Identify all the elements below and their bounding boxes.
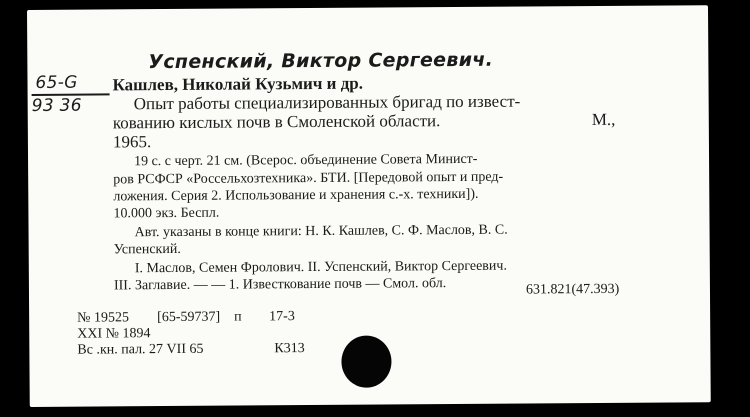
registration-index: 17-3 (269, 309, 295, 325)
entry-title-line-1: Опыт работы специализированных бригад по извест- (133, 91, 521, 114)
tracing-line-2: III. Заглавие. — — 1. Известкование почв — Смол. обл. (113, 276, 447, 294)
description-line-2: ров РСФСР «Россельхозтехника». БТИ. [Передовой опыт и пред- (113, 169, 504, 188)
handwritten-shelf-mark-bottom: 93 36 (31, 95, 82, 116)
entry-heading: Кашлев, Николай Кузьмич и др. (112, 73, 364, 95)
entry-title-line-2: кованию кислых почв в Смоленской области. (112, 111, 441, 133)
card-punch-hole (341, 335, 391, 387)
description-line-3: ложения. Серия 2. Использование и хранения с.-х. техники]). (113, 186, 479, 205)
handwritten-shelf-mark-top: 65-G (35, 72, 78, 93)
tracing-line-1: I. Маслов, Семен Фролович. II. Успенский, Виктор Сергеевич. (134, 258, 507, 277)
catalog-card (27, 5, 711, 407)
chamber-code: К313 (274, 341, 305, 357)
registration-code: [65-59737] (157, 309, 221, 326)
authors-note-line-1: Авт. указаны в конце книги: Н. К. Кашлев, С. Ф. Маслов, В. С. (134, 222, 508, 241)
udc-classification: 631.821(47.393) (525, 281, 620, 298)
description-line-1: 19 с. с черт. 21 см. (Всерос. объединение Совета Минист- (134, 151, 478, 170)
chronicle-number: XXI № 1894 (77, 326, 151, 342)
chamber-date: Вс .кн. пал. 27 VII 65 (77, 341, 204, 358)
authors-note-line-2: Успенский. (113, 241, 181, 258)
registration-number: № 19525 (77, 310, 130, 326)
entry-place: М., (591, 109, 616, 130)
handwritten-author-name: Успенский, Виктор Сергеевич. (148, 48, 494, 74)
entry-year: 1965. (112, 132, 152, 152)
registration-p: п (234, 309, 242, 325)
description-line-4: 10.000 экз. Беспл. (113, 205, 220, 222)
